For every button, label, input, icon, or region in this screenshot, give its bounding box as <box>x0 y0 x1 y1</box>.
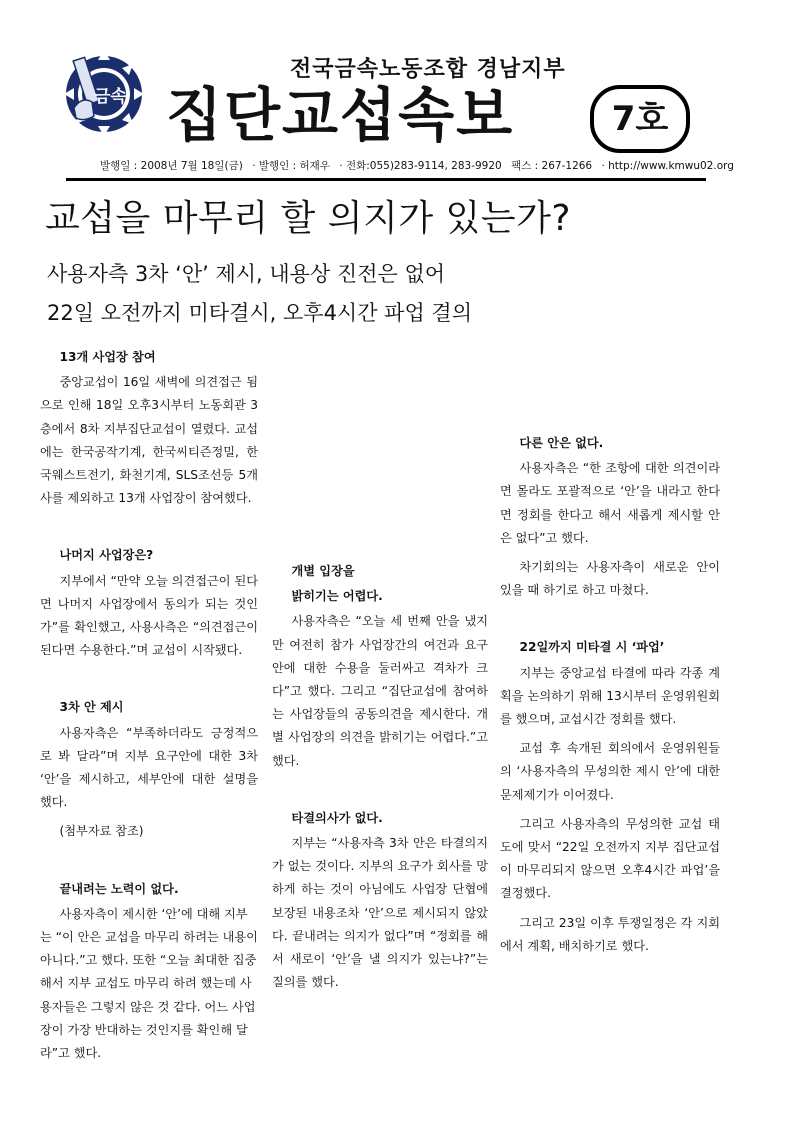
pub-date: 발행일 : 2008년 7월 18일(금) <box>100 160 243 172</box>
paragraph: 교섭 후 속개된 회의에서 운영위원들의 ‘사용자측의 무성의한 제시 안’에 대한 문제제기가 이어졌다. <box>500 741 720 802</box>
paragraph: 사용자측은 “부족하더라도 긍정적으로 봐 달라”며 지부 요구안에 대한 3차 ‘안’을 제시하고, 세부안에 대한 설명을 했다. <box>40 725 258 810</box>
website-link[interactable]: · http://www.kmwu02.org <box>601 160 734 172</box>
newsletter-title: 집단교섭속보 <box>166 81 515 149</box>
publication-info <box>100 158 740 173</box>
union-logo <box>58 44 150 136</box>
logo-text: 금속 <box>94 87 127 107</box>
subheadline-1: 사용자측 3차 ‘안’ 제시, 내용상 진전은 없어 <box>47 262 446 286</box>
paragraph: 사용자측은 “오늘 세 번째 안을 냈지만 여전히 참가 사업장간의 여건과 요구안에 대한 수용을 둘러싸고 격차가 크다”고 했다. 그리고 “집단교섭에 참여하는 사업장들의 공동의견을 제시한다. 개별 사업장의 의견을 밝히기는 어렵다.”고 했다. <box>272 614 488 768</box>
phone: · 전화:055)283-9114, 283-9920 <box>339 160 502 172</box>
publisher: · 발행인 : 허재우 <box>252 160 330 172</box>
section-heading: 타결의사가 없다. <box>291 810 383 825</box>
article-column-2 <box>272 342 488 994</box>
issue-badge: 7호 <box>590 85 690 153</box>
masthead-rule <box>66 178 706 181</box>
section-heading: 3차 안 제시 <box>59 700 124 715</box>
paragraph: 그리고 사용자측의 무성의한 교섭 태도에 맞서 “22일 오전까지 지부 집단교섭이 마무리되지 않으면 오후4시간 파업’을 결정했다. <box>500 816 720 901</box>
main-headline: 교섭을 마무리 할 의지가 있는가? <box>45 198 571 239</box>
section-heading: 22일까지 미타결 시 ‘파업’ <box>519 640 665 655</box>
paragraph: 중앙교섭이 16일 새벽에 의견접근 됨으로 인해 18일 오후3시부터 노동회관 3층에서 8차 지부집단교섭이 열렸다. 교섭에는 한국공작기계, 한국씨티즌정밀, 한국웨스트전기, 화천기계, SLS조선등 5개사를 제외하고 13개 사업장이 참여했다. <box>40 375 258 506</box>
section-heading: 끝내려는 노력이 없다. <box>59 881 179 896</box>
paragraph: 차기회의는 사용자측이 새로운 안이 있을 때 하기로 하고 마쳤다. <box>500 560 720 598</box>
section-heading: 개별 입장을 <box>291 564 355 578</box>
section-heading-line-2: 밝히기는 어렵다. <box>291 589 383 604</box>
article-column-1 <box>40 342 258 1065</box>
paragraph: 지부에서 “만약 오늘 의견접근이 된다면 나머지 사업장에서 동의가 되는 것인가”를 확인했고, 사용사측은 “의견접근이 된다면 수용한다.”며 교섭이 시작됐다. <box>40 573 258 658</box>
article-column-3 <box>500 342 720 958</box>
attachment-note: (첨부자료 참조) <box>59 824 144 839</box>
paragraph: 그리고 23일 이후 투쟁일정은 각 지회에서 계획, 배치하기로 했다. <box>500 915 720 953</box>
paragraph: 지부는 중앙교섭 타결에 따라 각종 계획을 논의하기 위해 13시부터 운영위원회를 했으며, 교섭시간 정회를 했다. <box>500 665 720 727</box>
section-heading: 다른 안은 없다. <box>519 436 604 450</box>
subheadline-2: 22일 오전까지 미타결시, 오후4시간 파업 결의 <box>47 301 472 325</box>
section-heading: 13개 사업장 참여 <box>59 350 156 364</box>
paragraph: 사용자측은 “한 조항에 대한 의견이라면 몰라도 포괄적으로 ‘안’을 내라고 한다면 정회를 한다고 해서 새롭게 제시할 안은 없다”고 했다. <box>500 461 720 545</box>
paragraph: 사용자측이 제시한 ‘안’에 대해 지부는 “이 안은 교섭을 마무리 하려는 내용이 아니다.”고 했다. 또한 “오늘 최대한 집중해서 지부 교섭도 마무리 하려 했는데 사용자들은 그렇지 않은 것 같다. 어느 사업장이 가장 반대하는 것인지를 확인해 달라”고 했다. <box>40 906 258 1061</box>
paragraph: 지부는 “사용자측 3차 안은 타결의지가 없는 것이다. 지부의 요구가 회사를 망하게 하는 것이 아님에도 사업장 단협에 보장된 내용조차 ‘안’으로 제시되지 않았다. 끝내려는 의지가 없다”며 “정회를 해서 새로이 ‘안’을 낼 의지가 있는냐?”는 질의를 했다. <box>272 836 488 990</box>
union-name: 전국금속노동조합 경남지부 <box>290 57 566 82</box>
fax: 팩스 : 267-1266 <box>511 160 593 172</box>
section-heading: 나머지 사업장은? <box>59 548 154 563</box>
